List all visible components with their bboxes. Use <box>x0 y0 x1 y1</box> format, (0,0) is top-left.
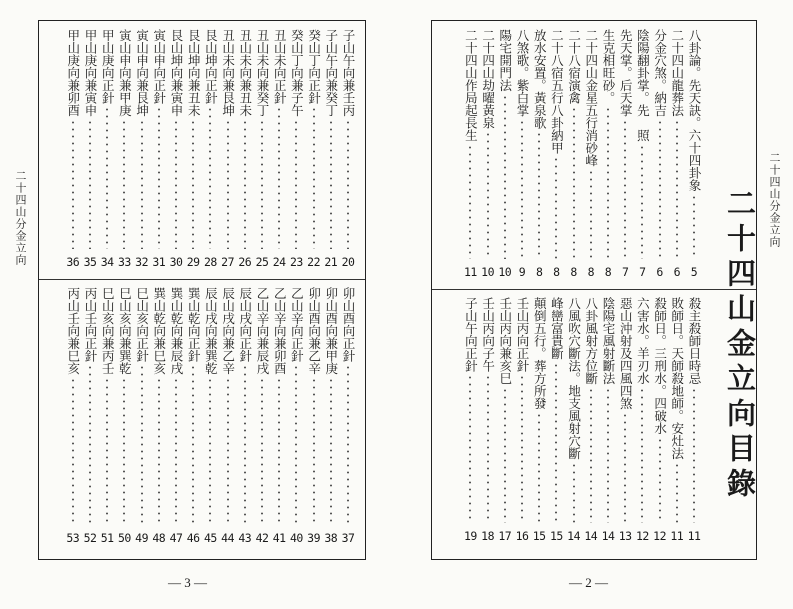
toc-page-number: 48 <box>152 531 166 545</box>
leader-dots <box>538 131 540 259</box>
leader-dots <box>641 387 643 524</box>
toc-entry-title: 寅山申向兼甲庚 <box>117 29 133 117</box>
toc-page-number: 17 <box>498 529 512 543</box>
leader-dots <box>313 377 315 526</box>
toc-entry-title: 陰陽宅風射斷法 <box>601 297 616 385</box>
toc-page-number: 21 <box>324 255 338 269</box>
leader-dots <box>141 364 143 525</box>
toc-entry-title: 甲山庚向兼卯酉 <box>65 29 81 117</box>
toc-entry[interactable] <box>305 287 323 527</box>
leader-dots <box>278 377 280 526</box>
toc-entry[interactable] <box>496 29 514 261</box>
toc-entry-title: 峰巒富貴斷 <box>549 297 565 360</box>
toc-entry[interactable] <box>339 29 357 251</box>
toc-entry-title: 甲山庚向兼寅申 <box>83 29 98 117</box>
toc-entry[interactable] <box>461 29 479 261</box>
leader-dots <box>278 106 280 249</box>
toc-page-number: 5 <box>690 265 698 279</box>
toc-page-number: 14 <box>567 529 581 543</box>
toc-page-number: 35 <box>83 255 97 269</box>
leader-dots <box>261 119 263 250</box>
toc-entry[interactable] <box>633 297 651 525</box>
leader-dots <box>573 106 575 259</box>
leader-dots <box>590 387 592 524</box>
leader-dots <box>641 144 643 260</box>
toc-entry[interactable] <box>685 297 703 525</box>
toc-entry[interactable] <box>479 297 497 525</box>
toc-entry[interactable] <box>582 29 600 261</box>
toc-page-number: 18 <box>481 529 495 543</box>
toc-entry[interactable] <box>81 287 99 527</box>
toc-entry-title: 壬山丙向正針 <box>515 297 530 372</box>
toc-entry[interactable] <box>201 287 219 527</box>
toc-entry[interactable] <box>219 29 237 251</box>
leader-dots <box>607 106 609 259</box>
leader-dots <box>72 377 74 526</box>
toc-entry[interactable] <box>322 29 340 251</box>
toc-page-number: 50 <box>117 531 131 545</box>
toc-entry[interactable] <box>133 287 151 527</box>
toc-page-number: 46 <box>186 531 200 545</box>
leader-dots <box>487 374 489 523</box>
toc-page-number: 7 <box>621 265 629 279</box>
toc-page-number: 19 <box>463 529 477 543</box>
toc-entry-title: 生克相旺砂。 <box>601 29 616 104</box>
toc-entry-title: 子山午向正針 <box>463 297 479 372</box>
toc-entry[interactable] <box>98 287 116 527</box>
toc-entry[interactable] <box>651 297 669 525</box>
toc-entry[interactable] <box>287 29 305 251</box>
leader-dots <box>261 377 263 526</box>
toc-entry-title: 艮山坤向正針 <box>203 29 219 104</box>
toc-entry[interactable] <box>616 29 634 261</box>
toc-page-number: 16 <box>515 529 529 543</box>
toc-page-number: 36 <box>66 255 80 269</box>
leader-dots <box>313 106 315 249</box>
toc-entry-title: 子山午向兼壬丙 <box>341 29 356 117</box>
toc-entry[interactable] <box>219 287 237 527</box>
toc-entry-title: 八卦論。先天訣。六十四卦象 <box>687 29 702 192</box>
leader-dots <box>192 364 194 525</box>
toc-entry-title: 寅山申向兼艮坤 <box>134 29 150 117</box>
toc-entry-title: 乙山辛向正針 <box>289 287 305 362</box>
left-page <box>0 0 396 609</box>
toc-entry[interactable] <box>322 287 340 527</box>
toc-entry-title: 丙山壬向兼巳亥 <box>65 287 81 375</box>
running-head: 二十四山分金立向 <box>768 152 781 248</box>
toc-page-number: 8 <box>553 265 560 279</box>
toc-entry-title: 丑山未向正針 <box>272 29 288 104</box>
toc-entry[interactable] <box>685 29 703 261</box>
toc-entry[interactable] <box>236 29 254 251</box>
toc-entry-title: 乙山辛向兼卯酉 <box>272 287 288 375</box>
toc-page-number: 8 <box>535 265 543 279</box>
toc-entry-title: 八煞歌。紫白掌 <box>515 29 530 117</box>
toc-page-number: 10 <box>498 265 512 279</box>
toc-page-number: 51 <box>100 531 114 545</box>
toc-entry[interactable] <box>547 29 565 261</box>
toc-entry-title: 卯山酉向正針 <box>341 287 356 362</box>
toc-entry-title: 巳山亥向正針 <box>134 287 150 362</box>
leader-dots <box>158 377 160 526</box>
toc-page-number: 24 <box>272 255 286 269</box>
leader-dots <box>123 119 125 250</box>
toc-entry[interactable] <box>616 297 634 525</box>
leader-dots <box>192 119 194 250</box>
toc-page-number: 13 <box>618 529 632 543</box>
toc-entry-title: 卯山酉向兼甲庚 <box>323 287 339 375</box>
leader-dots <box>538 412 540 524</box>
toc-entry[interactable] <box>270 29 288 251</box>
toc-page-number: 52 <box>83 531 97 545</box>
leader-dots <box>521 119 523 260</box>
toc-entry[interactable] <box>530 297 548 525</box>
toc-entry-title: 巳山亥向兼丙壬 <box>100 287 116 375</box>
toc-entry[interactable] <box>150 287 168 527</box>
toc-entry[interactable] <box>253 29 271 251</box>
leader-dots <box>624 412 626 524</box>
toc-entry-title: 巳山亥向兼巽乾 <box>117 287 133 375</box>
page-title: 二十四山金立向目錄 <box>723 188 757 503</box>
toc-entry[interactable] <box>582 297 600 525</box>
toc-entry-title: 陰陽翻卦掌。先 照 <box>635 29 651 142</box>
toc-entry[interactable] <box>651 29 669 261</box>
leader-dots <box>659 119 661 260</box>
leader-dots <box>141 119 143 250</box>
toc-entry[interactable] <box>270 287 288 527</box>
leader-dots <box>89 119 91 250</box>
toc-page-number: 28 <box>203 255 217 269</box>
toc-entry-title: 癸山丁向兼子午 <box>289 29 305 117</box>
leader-dots <box>469 374 471 523</box>
leader-dots <box>209 377 211 526</box>
toc-entry[interactable] <box>64 29 82 251</box>
page-number: — 2 — <box>569 575 608 590</box>
toc-page-number: 39 <box>307 531 321 545</box>
toc-entry-title: 陽宅開門法 <box>497 29 513 92</box>
toc-entry-title: 子山午向兼癸丁 <box>323 29 339 117</box>
leader-dots <box>106 106 108 249</box>
toc-entry-title: 殺主殺師日時忌 <box>687 297 702 385</box>
toc-entry-title: 二十四山龍葬法 <box>669 29 685 117</box>
toc-page-number: 40 <box>289 531 303 545</box>
toc-page-number: 42 <box>255 531 269 545</box>
toc-page-number: 11 <box>670 529 684 543</box>
toc-frame <box>38 20 366 560</box>
toc-entry[interactable] <box>513 29 531 261</box>
toc-page-number: 6 <box>673 265 681 279</box>
toc-entry-title: 丑山未向兼丑未 <box>237 29 253 117</box>
toc-entry-title: 丙山壬向正針 <box>83 287 98 362</box>
leader-dots <box>227 377 229 526</box>
toc-page-number: 11 <box>687 529 701 543</box>
toc-entry[interactable] <box>64 287 82 527</box>
toc-page-number: 12 <box>635 529 649 543</box>
toc-page-number: 37 <box>341 531 355 545</box>
toc-entry-title: 先天掌。后天掌 <box>618 29 634 117</box>
running-head: 二十四山分金立向 <box>14 170 27 266</box>
leader-dots <box>158 106 160 249</box>
toc-entry-title: 二十四山作局起長生 <box>463 29 479 142</box>
toc-entry-title: 二十八宿演禽 <box>566 29 582 104</box>
toc-entry-title: 辰山戌向正針 <box>237 287 253 362</box>
toc-entry[interactable] <box>133 29 151 251</box>
toc-entry-title: 顛倒五行。葬方所發 <box>532 297 548 410</box>
toc-entry[interactable] <box>513 297 531 525</box>
toc-entry-title: 巽山乾向兼辰戌 <box>169 287 184 375</box>
toc-entry[interactable] <box>150 29 168 251</box>
leader-dots <box>504 94 506 260</box>
toc-page-number: 8 <box>604 265 612 279</box>
leader-dots <box>244 364 246 525</box>
leader-dots <box>295 364 297 525</box>
toc-entry-title: 乙山辛向兼辰戌 <box>255 287 270 375</box>
toc-page-number: 8 <box>587 265 595 279</box>
toc-page-number: 44 <box>221 531 235 545</box>
toc-entry-title: 甲山庚向正針 <box>100 29 116 104</box>
toc-page-number: 27 <box>221 255 235 269</box>
leader-dots <box>469 144 471 260</box>
toc-entry-title: 六害水。羊刃水 <box>635 297 651 385</box>
leader-dots <box>295 119 297 250</box>
toc-page-number: 34 <box>100 255 114 269</box>
toc-entry-title: 丑山未向兼艮坤 <box>220 29 236 117</box>
divider <box>39 279 365 280</box>
leader-dots <box>659 437 661 524</box>
toc-page-number: 10 <box>481 265 495 279</box>
toc-page-number: 14 <box>584 529 598 543</box>
toc-entry-title: 殺師日。三刑水。四破水 <box>652 297 668 435</box>
leader-dots <box>89 364 91 525</box>
toc-entry[interactable] <box>547 297 565 525</box>
leader-dots <box>693 194 695 260</box>
toc-entry[interactable] <box>236 287 254 527</box>
leader-dots <box>244 119 246 250</box>
toc-page-number: 20 <box>341 255 355 269</box>
toc-entry[interactable] <box>98 29 116 251</box>
leader-dots <box>347 364 349 525</box>
leader-dots <box>555 156 557 259</box>
toc-page-number: 7 <box>639 265 646 279</box>
toc-page-number: 8 <box>570 265 577 279</box>
leader-dots <box>676 462 678 524</box>
toc-entry-title: 八卦風射方位斷 <box>583 297 599 385</box>
right-page <box>397 0 793 609</box>
leader-dots <box>693 387 695 524</box>
toc-page-number: 14 <box>601 529 615 543</box>
leader-dots <box>573 462 575 524</box>
toc-page-number: 29 <box>186 255 200 269</box>
toc-entry[interactable] <box>565 297 583 525</box>
toc-entry-title: 分金穴煞。納吉 <box>652 29 668 117</box>
toc-entry-title: 二十四山劫曜黃泉 <box>480 29 496 129</box>
toc-entry-title: 癸山丁向正針 <box>306 29 322 104</box>
leader-dots <box>175 377 177 526</box>
leader-dots <box>504 387 506 524</box>
toc-entry[interactable] <box>115 29 133 251</box>
toc-page-number: 23 <box>289 255 303 269</box>
toc-entry[interactable] <box>184 29 202 251</box>
toc-page-number: 33 <box>117 255 131 269</box>
toc-entry[interactable] <box>565 29 583 261</box>
toc-page-number: 6 <box>656 265 663 279</box>
divider <box>432 289 756 290</box>
toc-entry[interactable] <box>599 297 617 525</box>
toc-entry[interactable] <box>339 287 357 527</box>
toc-page-number: 30 <box>169 255 183 269</box>
toc-page-number: 25 <box>255 255 269 269</box>
toc-page-number: 15 <box>532 529 546 543</box>
leader-dots <box>347 119 349 250</box>
toc-entry-title: 辰山戌向兼巽乾 <box>203 287 219 375</box>
toc-entry-title: 巽山乾向兼巳亥 <box>151 287 167 375</box>
leader-dots <box>123 377 125 526</box>
toc-page-number: 31 <box>152 255 166 269</box>
toc-entry-title: 八風吹穴斷法。地支風射穴斷 <box>566 297 582 460</box>
toc-page-number: 9 <box>518 265 526 279</box>
toc-page-number: 49 <box>135 531 149 545</box>
toc-entry-title: 丑山未向兼癸丁 <box>255 29 270 117</box>
toc-frame <box>431 20 757 560</box>
toc-page-number: 26 <box>238 255 252 269</box>
toc-entry-title: 卯山酉向兼乙辛 <box>306 287 322 375</box>
toc-entry[interactable] <box>668 297 686 525</box>
leader-dots <box>487 131 489 259</box>
toc-entry-title: 寅山申向正針 <box>151 29 167 104</box>
toc-entry-title: 艮山坤向兼寅申 <box>169 29 184 117</box>
toc-entry-title: 敗師日。天師殺地師。安灶法 <box>669 297 685 460</box>
toc-entry[interactable] <box>479 29 497 261</box>
leader-dots <box>555 362 557 524</box>
toc-page-number: 15 <box>549 529 563 543</box>
leader-dots <box>72 119 74 250</box>
toc-entry[interactable] <box>668 29 686 261</box>
toc-page-number: 45 <box>203 531 217 545</box>
toc-entry[interactable] <box>167 287 185 527</box>
toc-page-number: 32 <box>135 255 149 269</box>
toc-entry-title: 艮山坤向兼丑未 <box>186 29 202 117</box>
toc-entry[interactable] <box>599 29 617 261</box>
toc-entry-title: 壬山丙向兼亥巳 <box>497 297 513 385</box>
page-number: — 3 — <box>168 575 207 590</box>
leader-dots <box>330 119 332 250</box>
leader-dots <box>209 106 211 249</box>
leader-dots <box>676 119 678 260</box>
toc-page-number: 41 <box>272 531 286 545</box>
toc-entry-title: 二十八宿五行八卦納甲 <box>549 29 565 154</box>
toc-entry[interactable] <box>167 29 185 251</box>
toc-page-number: 12 <box>653 529 667 543</box>
toc-entry[interactable] <box>81 29 99 251</box>
toc-entry-title: 辰山戌向兼乙辛 <box>220 287 236 375</box>
toc-page-number: 11 <box>463 265 477 279</box>
toc-entry[interactable] <box>253 287 271 527</box>
leader-dots <box>106 377 108 526</box>
toc-entry[interactable] <box>287 287 305 527</box>
leader-dots <box>175 119 177 250</box>
toc-page-number: 47 <box>169 531 183 545</box>
toc-entry[interactable] <box>461 297 479 525</box>
leader-dots <box>330 377 332 526</box>
toc-page-number: 53 <box>66 531 80 545</box>
toc-entry[interactable] <box>496 297 514 525</box>
leader-dots <box>227 119 229 250</box>
toc-page-number: 43 <box>238 531 252 545</box>
toc-entry[interactable] <box>201 29 219 251</box>
toc-page-number: 38 <box>324 531 338 545</box>
toc-entry-title: 壬山丙向子午 <box>480 297 496 372</box>
toc-page-number: 22 <box>307 255 321 269</box>
leader-dots <box>521 374 523 523</box>
leader-dots <box>590 169 592 260</box>
toc-entry-title: 巽山乾向正針 <box>186 287 202 362</box>
leader-dots <box>624 119 626 260</box>
toc-entry-title: 放水安置。黃泉歌 <box>532 29 548 129</box>
toc-entry[interactable] <box>184 287 202 527</box>
toc-entry[interactable] <box>115 287 133 527</box>
toc-entry[interactable] <box>305 29 323 251</box>
toc-entry[interactable] <box>633 29 651 261</box>
toc-entry-title: 惡山沖射及四風四煞 <box>618 297 634 410</box>
toc-entry-title: 二十四山金星五行消砂峰 <box>583 29 599 167</box>
leader-dots <box>607 387 609 524</box>
toc-entry[interactable] <box>530 29 548 261</box>
